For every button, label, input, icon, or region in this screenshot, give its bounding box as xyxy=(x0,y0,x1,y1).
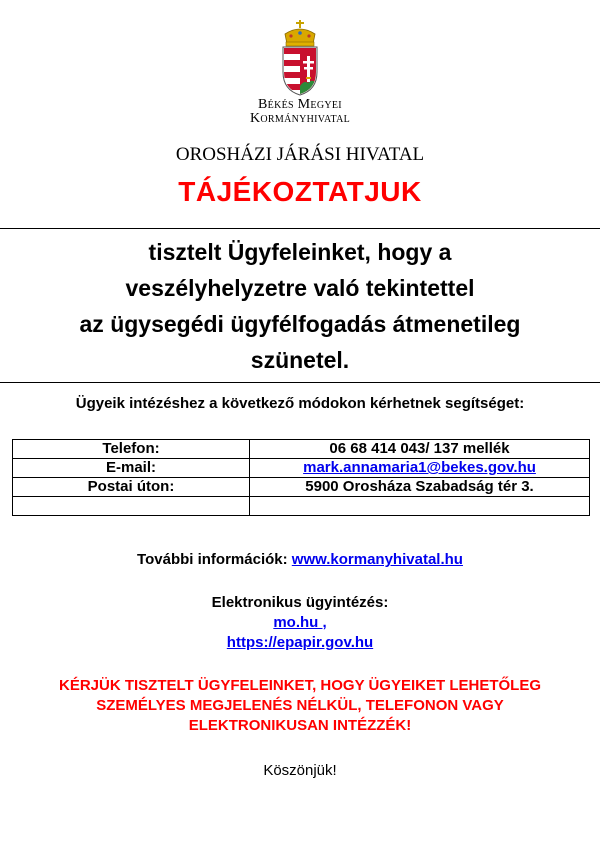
warning-line1: KÉRJÜK TISZTELT ÜGYFELEINKET, HOGY ÜGYEIKET LEHETŐLEG xyxy=(59,677,541,694)
message-line2: veszélyhelyzetre való tekintettel xyxy=(125,275,475,301)
email-link[interactable]: mark.annamaria1@bekes.gov.hu xyxy=(303,459,536,476)
org-name-line2: Kormányhivatal xyxy=(250,111,350,126)
message-line3: az ügysegédi ügyfélfogadás átmenetileg xyxy=(79,311,521,337)
eadmin-link-epapir[interactable]: https://epapir.gov.hu xyxy=(226,634,374,651)
warning-line2: SZEMÉLYES MEGJELENÉS NÉLKÜL, TELEFONON VAGY xyxy=(96,697,504,714)
eadmin-link2-wrap xyxy=(0,634,600,651)
empty-cell xyxy=(250,497,590,516)
instructions: Ügyeik intézéshez a következő módokon kérhetnek segítséget: xyxy=(75,395,525,412)
message-line1: tisztelt Ügyfeleinket, hogy a xyxy=(148,239,452,265)
contact-table xyxy=(12,439,590,516)
more-info-label: További információk: xyxy=(137,551,292,568)
postal-value: 5900 Orosháza Szabadság tér 3. xyxy=(250,478,590,497)
eadmin-title: Elektronikus ügyintézés: xyxy=(211,594,389,611)
table-row xyxy=(13,440,590,459)
email-label: E-mail: xyxy=(13,459,250,478)
message-line4: szünetel. xyxy=(250,347,350,373)
phone-label: Telefon: xyxy=(13,440,250,459)
more-info-link[interactable]: www.kormanyhivatal.hu xyxy=(291,551,463,568)
eadmin-link-mohu[interactable]: mo.hu , xyxy=(273,614,327,631)
table-row xyxy=(13,478,590,497)
divider-bottom xyxy=(0,382,600,383)
thanks-text: Köszönjük! xyxy=(263,762,337,779)
eadmin-link1-wrap xyxy=(0,614,600,631)
hungarian-coat-of-arms-icon xyxy=(279,20,321,96)
office-name: OROSHÁZI JÁRÁSI HIVATAL xyxy=(175,144,425,165)
headline: TÁJÉKOZTATJUK xyxy=(178,176,422,207)
empty-cell xyxy=(13,497,250,516)
table-row xyxy=(13,497,590,516)
more-info xyxy=(0,551,600,568)
table-row xyxy=(13,459,590,478)
phone-value: 06 68 414 043/ 137 mellék xyxy=(250,440,590,459)
warning-line3: ELEKTRONIKUSAN INTÉZZÉK! xyxy=(188,717,412,734)
postal-label: Postai úton: xyxy=(13,478,250,497)
org-name-line1: Békés Megyei xyxy=(258,97,342,112)
divider-top xyxy=(0,228,600,229)
